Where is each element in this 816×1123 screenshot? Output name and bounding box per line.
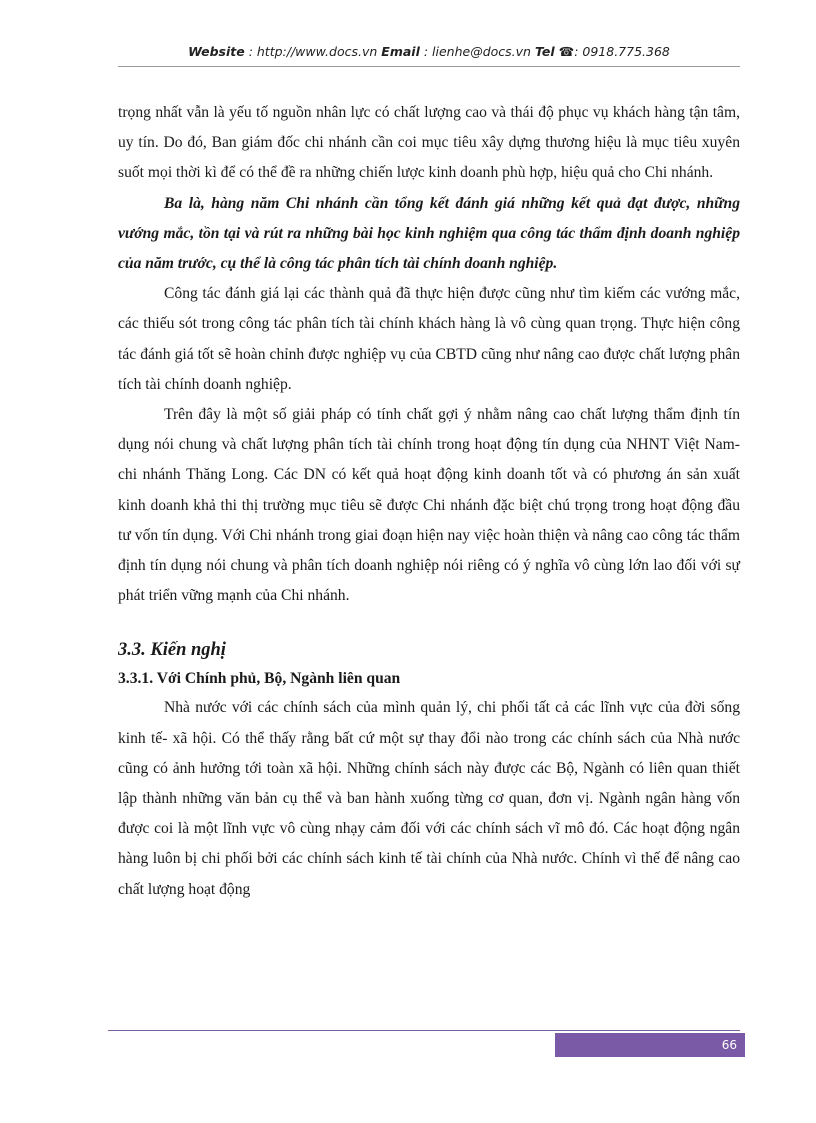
subsection-heading: 3.3.1. Với Chính phủ, Bộ, Ngành liên quan bbox=[118, 670, 401, 688]
website-value: : http://www.docs.vn bbox=[248, 44, 378, 59]
paragraph: Công tác đánh giá lại các thành quả đã thực hiện được cũng như tìm kiếm các vướng mắc, các thiếu sót trong công tác phân tích tài chính khách hàng là vô cùng quan trọng. Thực hiện công tác đánh giá tốt sẽ hoàn chỉnh được nghiệp vụ của CBTD cũng như nâng cao được chất lượng phân tích tài chính doanh nghiệp. bbox=[118, 285, 740, 393]
phone-icon: ☎ bbox=[558, 44, 575, 59]
email-value: : lienhe@docs.vn bbox=[423, 44, 531, 59]
section-heading: 3.3. Kiến nghị bbox=[118, 640, 226, 661]
header-divider bbox=[118, 66, 740, 67]
email-label: Email bbox=[381, 44, 420, 59]
tel-label: Tel bbox=[534, 44, 555, 59]
page-number: 66 bbox=[555, 1033, 745, 1057]
paragraph-emphasis: Ba là, hàng năm Chi nhánh cần tổng kết đánh giá những kết quả đạt được, những vướng mắc, tồn tại và rút ra những bài học kinh nghiệm qua công tác thẩm định doanh nghiệp của năm trước, cụ thể là công tác phân tích tài chính doanh nghiệp. bbox=[118, 194, 740, 273]
paragraph: Trên đây là một số giải pháp có tính chất gợi ý nhằm nâng cao chất lượng thẩm định tín dụng nói chung và chất lượng phân tích tài chính trong hoạt động tín dụng của NHNT Việt Nam- chi nhánh Thăng Long. Các DN có kết quả hoạt động kinh doanh tốt và có phương án sản xuất kinh doanh khả thi thị trường mục tiêu sẽ được Chi nhánh đặc biệt chú trọng trong hoạt động đầu tư vốn tín dụng. Với Chi nhánh trong giai đoạn hiện nay việc hoàn thiện và nâng cao công tác thẩm định tín dụng nói chung và phân tích doanh nghiệp nói riêng có ý nghĩa vô cùng lớn lao đối với sự phát triển vững mạnh của Chi nhánh. bbox=[118, 406, 740, 605]
website-label: Website bbox=[188, 44, 245, 59]
tel-value: : 0918.775.368 bbox=[574, 44, 670, 59]
paragraph: trọng nhất vẫn là yếu tố nguồn nhân lực có chất lượng cao và thái độ phục vụ khách hàng tận tâm, uy tín. Do đó, Ban giám đốc chi nhánh cần coi mục tiêu xây dựng thương hiệu là mục tiêu xuyên suốt mọi thời kì để có thể đề ra những chiến lược kinh doanh phù hợp, hiệu quả cho Chi nhánh. bbox=[118, 104, 740, 182]
page-body bbox=[118, 98, 740, 905]
paragraph: Nhà nước với các chính sách của mình quản lý, chi phối tất cả các lĩnh vực của đời sống kinh tế- xã hội. Có thể thấy rằng bất cứ một sự thay đổi nào trong các chính sách của Nhà nước cũng có ảnh hưởng tới toàn xã hội. Những chính sách này được các Bộ, Ngành có liên quan thiết lập thành những văn bản cụ thể và ban hành xuống từng cơ quan, đơn vị. Ngành ngân hàng vốn được coi là một lĩnh vực vô cùng nhạy cảm đối với các chính sách vĩ mô đó. Các hoạt động ngân hàng luôn bị chi phối bởi các chính sách kinh tế tài chính của Nhà nước. Chính vì thế để nâng cao chất lượng hoạt động bbox=[118, 699, 740, 898]
page-header bbox=[118, 44, 740, 66]
footer-divider bbox=[108, 1030, 740, 1031]
